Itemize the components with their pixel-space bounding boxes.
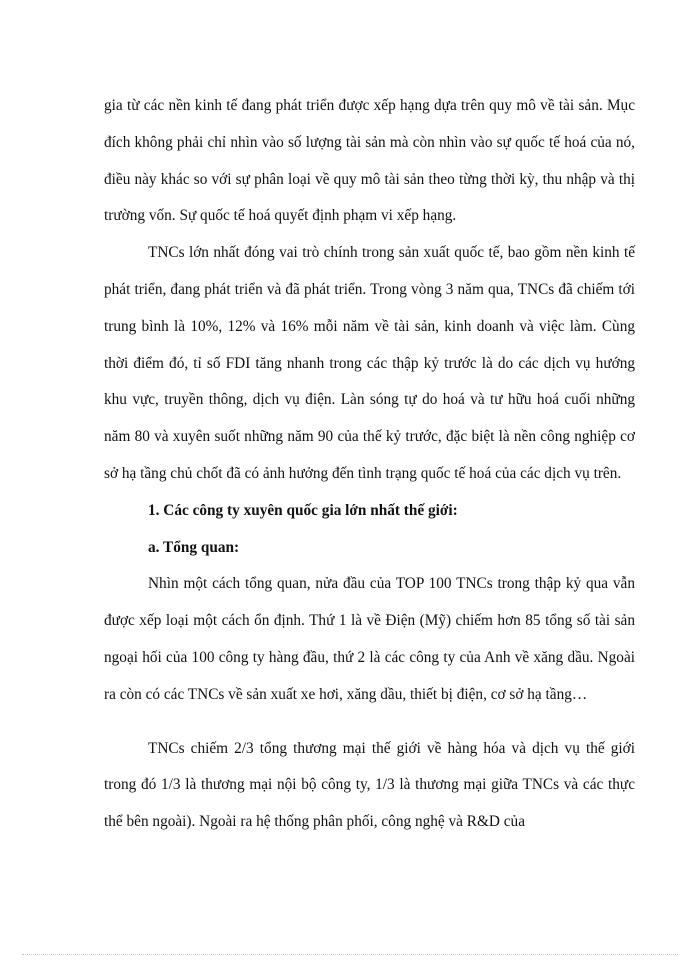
subsection-heading: a. Tổng quan:	[148, 538, 240, 556]
paragraph-trade-share: TNCs chiếm 2/3 tổng thương mại thế giới về hàng hóa và dịch vụ thế giới trong đó 1/3 là thương mại nội bộ công ty, 1/3 là thương mại giữa TNCs và các thực thể bên ngoài). Ngoài ra hệ thống phân phối, công nghệ và R&D của	[104, 739, 635, 831]
paragraph-spacer	[104, 714, 635, 731]
section-heading: 1. Các công ty xuyên quốc gia lớn nhất thế giới:	[148, 501, 458, 519]
paragraph-largest-tncs: TNCs lớn nhất đóng vai trò chính trong sản xuất quốc tế, bao gồm nền kinh tế phát triển, đang phát triển và đã phát triển. Trong vòng 3 năm qua, TNCs đã chiếm tới trung bình là 10%, 12% và 16% mỗi năm về tài sản, kinh doanh và việc làm. Cùng thời điểm đó, tỉ số FDI tăng nhanh trong các thập kỷ trước là do các dịch vụ hướng khu vực, truyền thông, dịch vụ điện. Làn sóng tự do hoá và tư hữu hoá cuối những năm 80 và xuyên suốt những năm 90 của thế kỷ trước, đặc biệt là nền công nghiệp cơ sở hạ tầng chủ chốt đã có ảnh hưởng đến tình trạng quốc tế hoá của các dịch vụ trên.	[104, 244, 635, 482]
document-body	[104, 88, 635, 841]
paragraph-overview: Nhìn một cách tổng quan, nửa đầu của TOP 100 TNCs trong thập kỷ qua vẫn được xếp loại một cách ổn định. Thứ 1 là về Điện (Mỹ) chiếm hơn 85 tổng số tài sản ngoại hối của 100 công ty hàng đầu, thứ 2 là các công ty của Anh về xăng dầu. Ngoài ra còn có các TNCs về sản xuất xe hơi, xăng dầu, thiết bị điện, cơ sở hạ tầng…	[104, 575, 635, 703]
page-bottom-divider	[22, 954, 678, 955]
paragraph-intro: gia từ các nền kinh tế đang phát triển được xếp hạng dựa trên quy mô về tài sản. Mục đích không phải chỉ nhìn vào số lượng tài sản mà còn nhìn vào sự quốc tế hoá của nó, điều này khác so với sự phân loại về quy mô tài sản theo từng thời kỳ, thu nhập và thị trường vốn. Sự quốc tế hoá quyết định phạm vi xếp hạng.	[104, 97, 635, 225]
